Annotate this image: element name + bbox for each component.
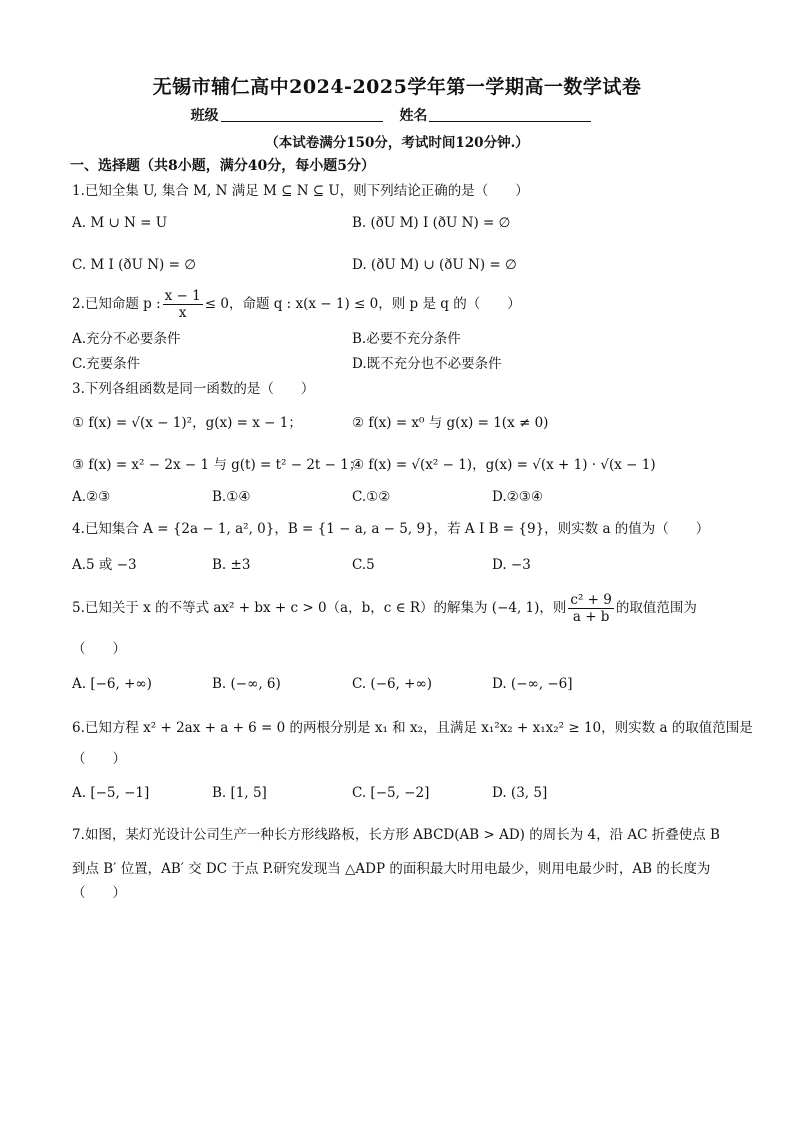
class-label: 班级 bbox=[190, 108, 219, 124]
exam-note: （本试卷满分150分，考试时间120分钟.） bbox=[265, 135, 529, 151]
q6-option-a: A. [−5, −1] bbox=[72, 785, 150, 801]
q2-prefix: 2.已知命题 p : bbox=[72, 296, 161, 312]
name-label: 姓名 bbox=[399, 108, 428, 124]
class-blank[interactable] bbox=[221, 107, 383, 122]
q5-fraction-den: a + b bbox=[572, 608, 610, 625]
q3-option-a: A.②③ bbox=[72, 489, 111, 505]
q5-fraction bbox=[568, 592, 613, 625]
q5-stem bbox=[72, 590, 697, 626]
q5-option-b: B. (−∞, 6) bbox=[212, 676, 281, 692]
q7-line-1: 7.如图，某灯光设计公司生产一种长方形线路板，长方形 ABCD(AB > AD) 的周长为 4，沿 AC 折叠使点 B bbox=[72, 827, 720, 843]
q3-option-b: B.①④ bbox=[212, 489, 251, 505]
q2-fraction-den: x bbox=[178, 304, 187, 321]
q4-stem: 4.已知集合 A = {2a − 1, a², 0}，B = {1 − a, a − 5, 9}，若 A I B = {9}，则实数 a 的值为（ ） bbox=[72, 521, 710, 537]
q2-option-c: C.充要条件 bbox=[72, 356, 141, 372]
q3-option-d: D.②③④ bbox=[492, 489, 543, 505]
q1-stem: 1.已知全集 U, 集合 M, N 满足 M ⊆ N ⊆ U，则下列结论正确的是（ ） bbox=[72, 183, 529, 199]
q3-item-4: ④ f(x) = √(x² − 1)，g(x) = √(x + 1) · √(x − 1) bbox=[352, 457, 656, 473]
exam-title: 无锡市辅仁高中2024-2025学年第一学期高一数学试卷 bbox=[152, 76, 642, 98]
section-title: 一、选择题（共8小题，满分40分，每小题5分） bbox=[70, 158, 375, 174]
q2-suffix: ≤ 0，命题 q : x(x − 1) ≤ 0，则 p 是 q 的（ ） bbox=[204, 296, 521, 312]
q5-paren: （ ） bbox=[72, 641, 126, 657]
q3-item-1: ① f(x) = √(x − 1)²，g(x) = x − 1； bbox=[72, 415, 302, 431]
q6-option-d: D. (3, 5] bbox=[492, 785, 548, 801]
q1-option-c: C. M I (ðU N) = ∅ bbox=[72, 257, 196, 273]
q1-option-b: B. (ðU M) I (ðU N) = ∅ bbox=[352, 215, 511, 231]
q2-option-d: D.既不充分也不必要条件 bbox=[352, 356, 502, 372]
q4-option-d: D. −3 bbox=[492, 557, 531, 573]
q6-option-b: B. [1, 5] bbox=[212, 785, 267, 801]
q6-option-c: C. [−5, −2] bbox=[352, 785, 430, 801]
q7-paren: （ ） bbox=[72, 885, 126, 901]
q3-stem: 3.下列各组函数是同一函数的是（ ） bbox=[72, 381, 315, 397]
q7-line-2: 到点 B′ 位置，AB′ 交 DC 于点 P.研究发现当 △ADP 的面积最大时用电最少，则用电最少时，AB 的长度为 bbox=[72, 861, 711, 877]
q5-option-a: A. [−6, +∞) bbox=[72, 676, 152, 692]
q5-suffix: 的取值范围为 bbox=[615, 600, 697, 616]
q2-stem bbox=[72, 286, 521, 322]
q4-option-b: B. ±3 bbox=[212, 557, 251, 573]
name-blank[interactable] bbox=[429, 107, 591, 122]
q1-option-a: A. M ∪ N = U bbox=[72, 215, 168, 231]
q4-option-a: A.5 或 −3 bbox=[72, 557, 137, 573]
q5-fraction-num: c² + 9 bbox=[570, 591, 612, 608]
q2-fraction-num: x − 1 bbox=[164, 287, 201, 304]
q2-option-a: A.充分不必要条件 bbox=[72, 331, 181, 347]
q6-stem: 6.已知方程 x² + 2ax + a + 6 = 0 的两根分别是 x₁ 和 x₂，且满足 x₁²x₂ + x₁x₂² ≥ 10，则实数 a 的取值范围是 bbox=[72, 720, 753, 736]
q5-option-d: D. (−∞, −6] bbox=[492, 676, 573, 692]
q3-item-3: ③ f(x) = x² − 2x − 1 与 g(t) = t² − 2t − 1； bbox=[72, 457, 363, 473]
q3-item-2: ② f(x) = x⁰ 与 g(x) = 1(x ≠ 0) bbox=[352, 415, 549, 431]
student-info-fields bbox=[0, 105, 794, 125]
q1-option-d: D. (ðU M) ∪ (ðU N) = ∅ bbox=[352, 257, 517, 273]
q2-option-b: B.必要不充分条件 bbox=[352, 331, 461, 347]
q2-fraction bbox=[163, 288, 203, 321]
q4-option-c: C.5 bbox=[352, 557, 375, 573]
q6-paren: （ ） bbox=[72, 751, 126, 767]
q3-option-c: C.①② bbox=[352, 489, 391, 505]
q5-option-c: C. (−6, +∞) bbox=[352, 676, 433, 692]
q5-prefix: 5.已知关于 x 的不等式 ax² + bx + c > 0（a，b，c ∈ R）的解集为 (−4, 1)，则 bbox=[72, 600, 567, 616]
